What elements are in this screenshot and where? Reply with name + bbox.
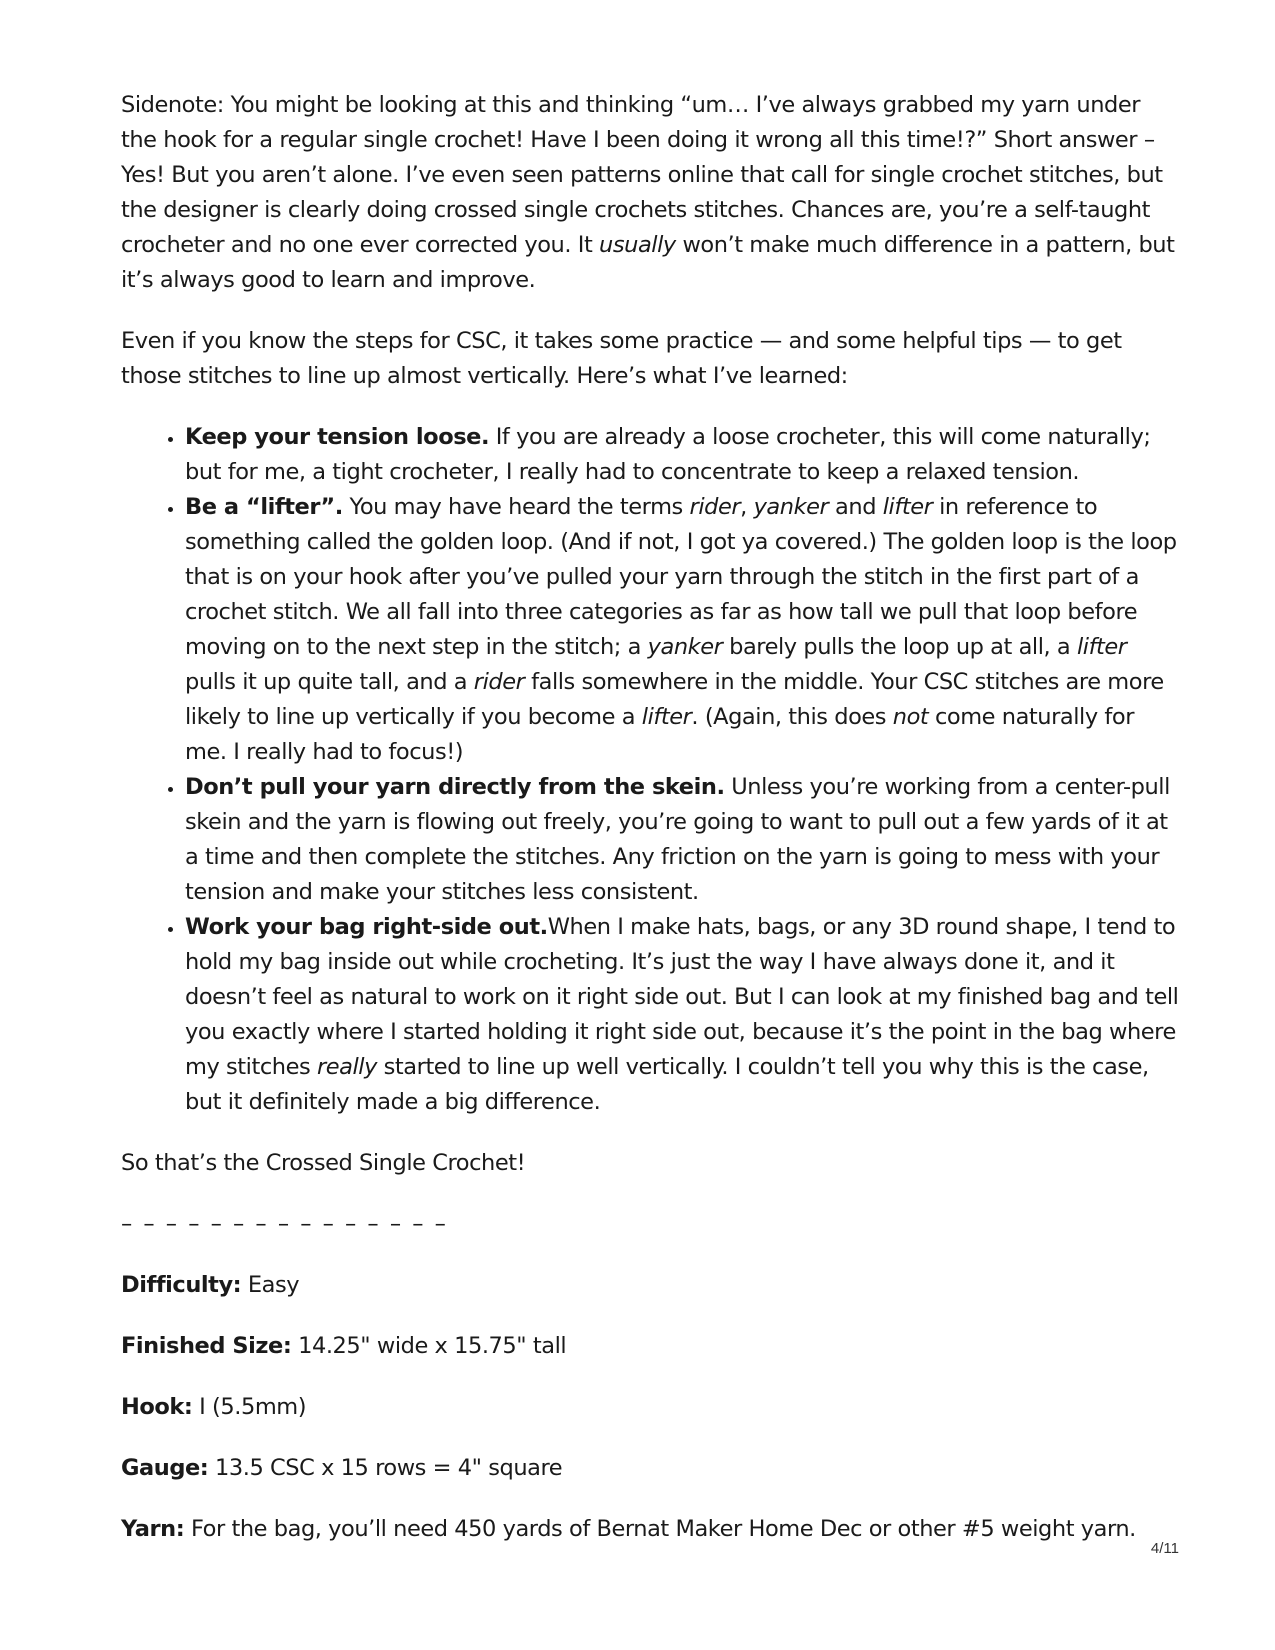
tip-item-tension: • Keep your tension loose. If you are already a loose crocheter, this will come naturally; but for me, a tight crocheter, I really had to concentrate to keep a relaxed tension.	[185, 420, 1181, 490]
document-body	[121, 88, 1181, 1573]
page-number: 4/11	[1150, 1540, 1179, 1557]
closing-paragraph: So that’s the Crossed Single Crochet!	[121, 1150, 526, 1176]
tip-item-right-side-out: • Work your bag right-side out.When I make hats, bags, or any 3D round shape, I tend to hold my bag inside out while crocheting. It’s just the way I have always done it, and it doesn’t feel as natural to work on it right side out. But I can look at my finished bag and tell you exactly where I started holding it right side out, because it’s the point in the bag where my stitches really started to line up well vertically. I couldn’t tell you why this is the case, but it definitely made a big difference.	[185, 910, 1181, 1120]
section-divider: – – – – – – – – – – – – – – –	[121, 1211, 448, 1237]
tips-list	[121, 420, 1181, 1120]
tips-intro-paragraph: Even if you know the steps for CSC, it takes some practice — and some helpful tips — to get those stitches to line up almost vertically. Here’s what I’ve learned:	[121, 328, 1122, 389]
spec-difficulty: Difficulty: Easy	[121, 1272, 300, 1298]
spec-hook: Hook: I (5.5mm)	[121, 1394, 307, 1420]
tip-item-lifter: • Be a “lifter”. You may have heard the terms rider, yanker and lifter in reference to something called the golden loop. (And if not, I got ya covered.) The golden loop is the loop that is on your hook after you’ve pulled your yarn through the stitch in the first part of a crochet stitch. We all fall into three categories as far as how tall we pull that loop before moving on to the next step in the stitch; a yanker barely pulls the loop up at all, a lifter pulls it up quite tall, and a rider falls somewhere in the middle. Your CSC stitches are more likely to line up vertically if you become a lifter. (Again, this does not come naturally for me. I really had to focus!)	[185, 490, 1181, 770]
sidenote-paragraph: Sidenote: You might be looking at this and thinking “um… I’ve always grabbed my yarn under the hook for a regular single crochet! Have I been doing it wrong all this time!?” Short answer – Yes! But you aren’t alone. I’ve even seen patterns online that call for single crochet stitches, but the designer is clearly doing crossed single crochets stitches. Chances are, you’re a self-taught crocheter and no one ever corrected you. It usually won’t make much difference in a pattern, but it’s always good to learn and improve.	[121, 92, 1175, 293]
spec-yarn: Yarn: For the bag, you’ll need 450 yards of Bernat Maker Home Dec or other #5 weight yarn.	[121, 1516, 1136, 1542]
tip-item-skein: • Don’t pull your yarn directly from the skein. Unless you’re working from a center-pull skein and the yarn is flowing out freely, you’re going to want to pull out a few yards of it at a time and then complete the stitches. Any friction on the yarn is going to mess with your tension and make your stitches less consistent.	[185, 770, 1181, 910]
spec-gauge: Gauge: 13.5 CSC x 15 rows = 4" square	[121, 1455, 563, 1481]
spec-finished-size: Finished Size: 14.25" wide x 15.75" tall	[121, 1333, 567, 1359]
